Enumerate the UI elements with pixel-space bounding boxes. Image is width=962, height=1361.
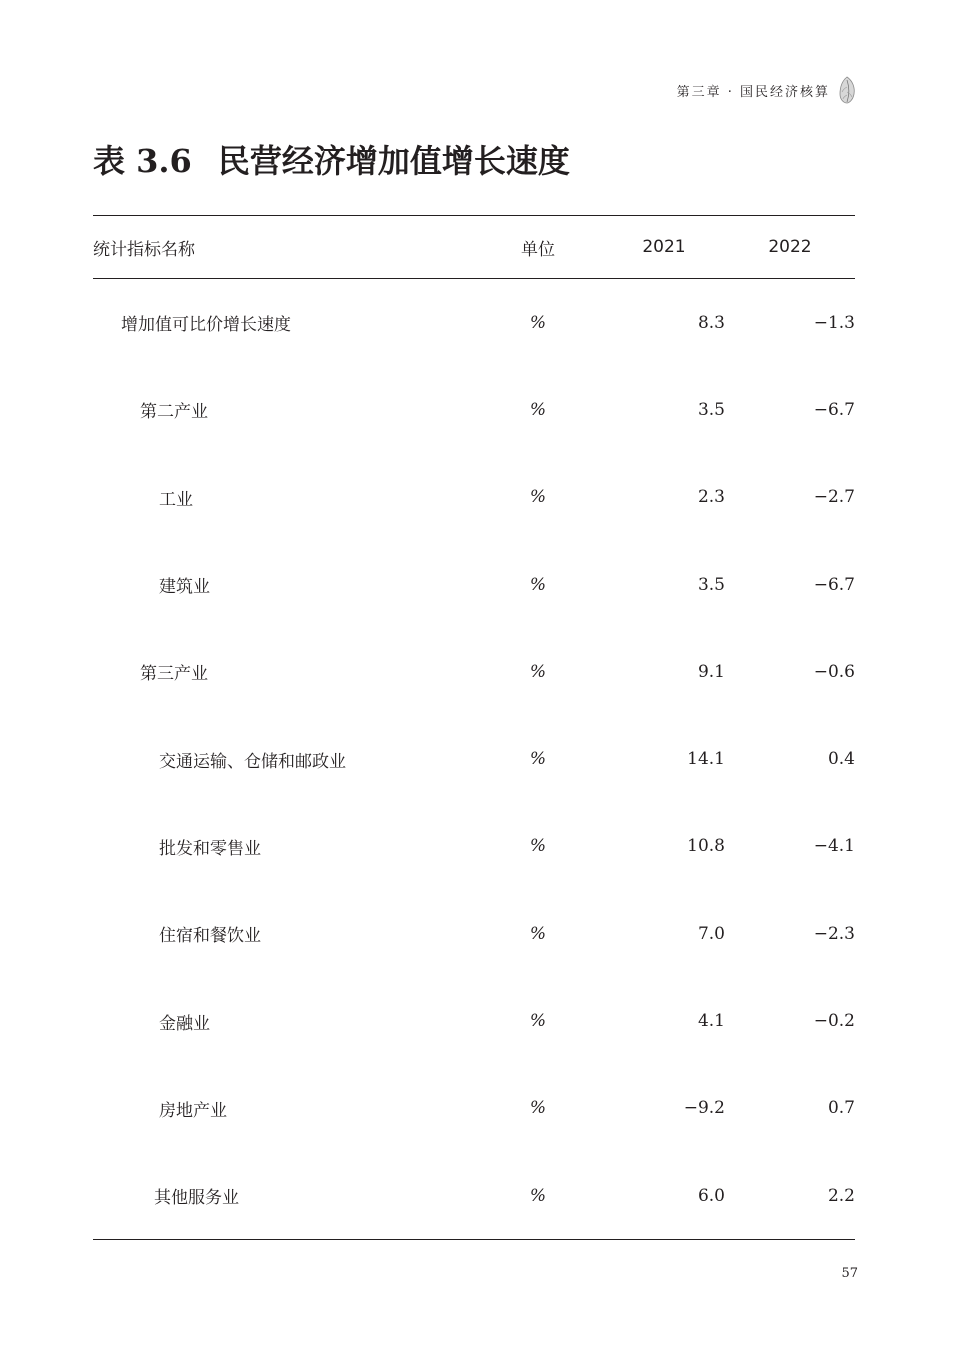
table-row <box>93 541 855 628</box>
column-header-2021: 2021 <box>603 216 725 279</box>
row-unit: % <box>529 1185 547 1206</box>
row-name: 交通运输、仓储和邮政业 <box>159 751 346 772</box>
row-value-2021: 3.5 <box>697 399 725 420</box>
row-unit: % <box>529 574 547 595</box>
table-title-text: 民营经济增加值增长速度 <box>217 142 570 180</box>
row-value-2021: 4.1 <box>697 1011 725 1032</box>
row-unit: % <box>529 749 547 770</box>
table-row <box>93 628 855 715</box>
table-row <box>93 890 855 977</box>
row-value-2022: −2.7 <box>813 487 855 508</box>
running-header <box>677 76 856 104</box>
row-value-2021: 9.1 <box>697 661 725 682</box>
row-value-2022: −2.3 <box>813 923 855 944</box>
row-name: 第三产业 <box>140 664 208 685</box>
row-value-2022: −0.2 <box>813 1011 855 1032</box>
page-number: 57 <box>841 1266 858 1281</box>
row-value-2022: −6.7 <box>813 574 855 595</box>
column-header-name: 统计指标名称 <box>93 216 473 279</box>
table-row <box>93 454 855 541</box>
column-header-2022: 2022 <box>725 216 855 279</box>
row-unit: % <box>529 487 547 508</box>
table-row <box>93 1152 855 1240</box>
data-table <box>93 215 855 1240</box>
row-unit: % <box>529 1011 547 1032</box>
row-value-2021: 8.3 <box>697 312 725 333</box>
column-header-unit: 单位 <box>473 216 603 279</box>
row-unit: % <box>529 836 547 857</box>
table-row <box>93 366 855 453</box>
row-value-2022: 0.4 <box>827 749 855 770</box>
row-value-2022: −6.7 <box>813 399 855 420</box>
data-table-container <box>93 215 855 1240</box>
row-value-2022: −1.3 <box>813 312 855 333</box>
row-unit: % <box>529 923 547 944</box>
row-name: 房地产业 <box>159 1100 227 1121</box>
row-name: 第二产业 <box>140 402 208 423</box>
row-name: 金融业 <box>159 1013 210 1034</box>
row-unit: % <box>529 661 547 682</box>
row-unit: % <box>529 312 547 333</box>
chapter-title: 第三章 · 国民经济核算 <box>676 84 830 100</box>
row-unit: % <box>529 399 547 420</box>
table-header-row <box>93 216 855 279</box>
row-name: 住宿和餐饮业 <box>159 926 261 947</box>
row-value-2021: −9.2 <box>683 1098 725 1119</box>
table-row <box>93 977 855 1064</box>
table-row <box>93 1065 855 1152</box>
row-unit: % <box>529 1098 547 1119</box>
row-name: 批发和零售业 <box>159 838 261 859</box>
row-value-2021: 3.5 <box>697 574 725 595</box>
row-name: 其他服务业 <box>154 1188 239 1209</box>
table-row <box>93 803 855 890</box>
row-value-2022: 0.7 <box>827 1098 855 1119</box>
row-name: 增加值可比价增长速度 <box>121 315 291 336</box>
row-value-2021: 7.0 <box>697 923 725 944</box>
row-value-2021: 10.8 <box>687 836 725 857</box>
leaf-emblem-icon <box>838 76 856 104</box>
table-title <box>93 136 570 182</box>
row-value-2021: 6.0 <box>697 1185 725 1206</box>
table-row <box>93 715 855 802</box>
table-row <box>93 279 855 367</box>
row-value-2022: −4.1 <box>813 836 855 857</box>
row-value-2021: 14.1 <box>687 749 725 770</box>
row-value-2021: 2.3 <box>697 487 725 508</box>
row-name: 工业 <box>159 489 193 510</box>
row-value-2022: 2.2 <box>827 1185 855 1206</box>
row-name: 建筑业 <box>159 577 210 598</box>
row-value-2022: −0.6 <box>813 661 855 682</box>
table-number: 表 3.6 <box>93 142 192 180</box>
